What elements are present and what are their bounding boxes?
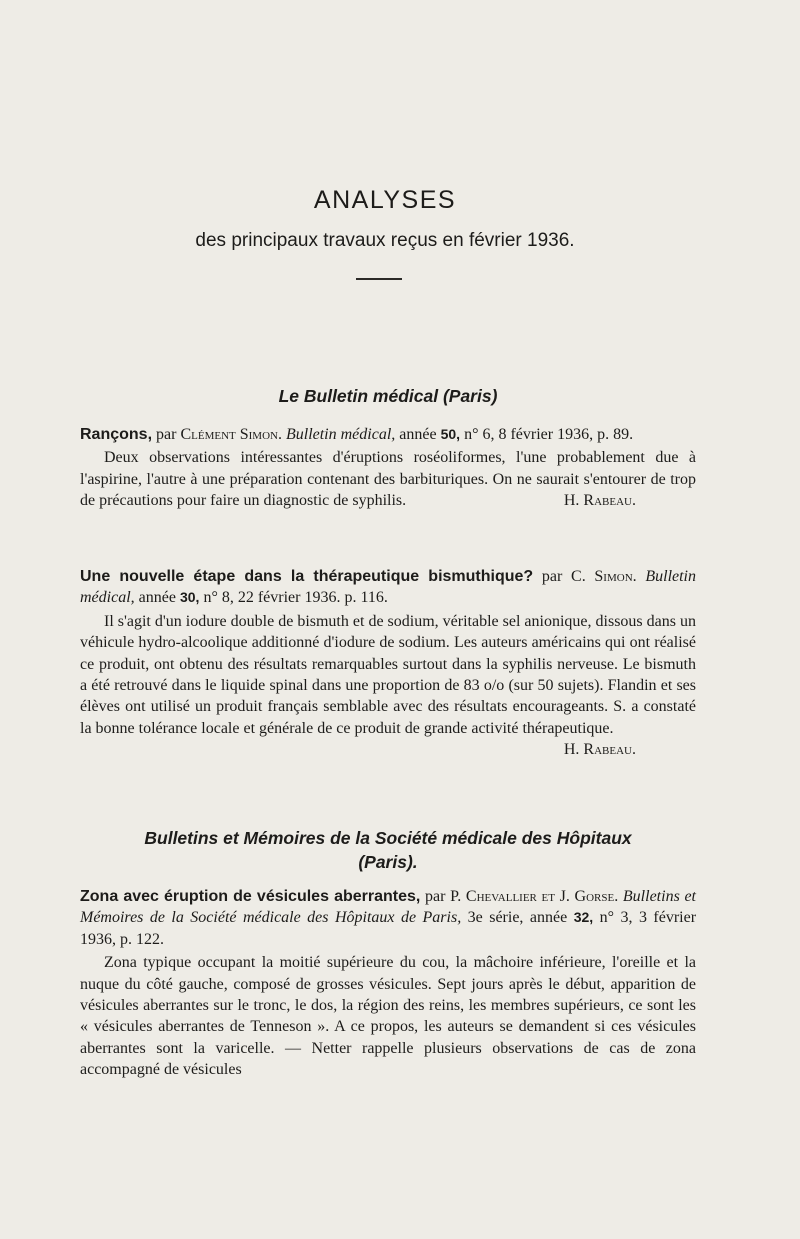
article-bismuth (80, 566, 696, 761)
num-value: 3, (620, 909, 633, 927)
article-authors: C. Simon. (571, 568, 637, 585)
article-title: Zona avec éruption de vésicules aberrantes, (80, 888, 421, 905)
num-label: n° (203, 589, 218, 607)
article-authors: Clément Simon. (180, 426, 282, 443)
page-subtitle: des principaux travaux reçus en février 1936. (195, 230, 575, 251)
article-title: Rançons, (80, 426, 153, 443)
num-value: 8, (221, 589, 234, 607)
article-body-text: Il s'agit d'un iodure double de bismuth et de sodium, véritable sel anionique, dissous dans un véhicule hydro-alcoolique additionné d'iodure de sodium. Les auteurs américains qui ont réalisé ce produit, ont obtenu des résultats remarquables surtout dans la syphilis nerveuse. Le bismuth a été retrouvé dans le liquide spinal dans une proportion de 83 o/o (sur 50 sujets). Flandin et ses élèves ont utilisé un produit français semblable avec des résultats encourageants. S. a constaté la bonne tolérance locale et générale de ce produit de grande activité thérapeutique. (80, 612, 696, 737)
by-label: par (541, 568, 563, 585)
article-body (80, 611, 696, 759)
by-label: par (425, 888, 446, 905)
title-divider (356, 278, 402, 280)
article-rancons (80, 424, 696, 512)
annee-value: 50, (440, 426, 461, 442)
num-label: n° (599, 909, 615, 927)
article-citation (80, 886, 696, 950)
journal-heading-line: (Paris). (358, 852, 418, 872)
article-body (80, 952, 696, 1080)
article-date: 8 février 1936, p. 89. (498, 426, 634, 443)
article-journal: Bulletin médical, (285, 426, 396, 443)
annee-label: année (399, 426, 437, 443)
article-citation (80, 424, 696, 445)
journal-heading-bulletin-medical: Le Bulletin médical (Paris) (278, 386, 498, 406)
page-title: ANALYSES (313, 186, 457, 214)
journal-heading-line: Bulletins et Mémoires de la Société médicale des Hôpitaux (144, 828, 632, 848)
annee-value: 30, (179, 589, 200, 606)
article-body-text: Deux observations intéressantes d'éruptions roséoliformes, l'une probablement due à l'aspirine, l'autre à une préparation contenant des barbituriques. On ne saurait s'entourer de trop de précautions pour faire un diagnostic de syphilis. (80, 449, 696, 510)
article-body (80, 447, 696, 511)
annee-value: 32, (573, 909, 594, 926)
article-title: Une nouvelle étape dans la thérapeutique bismuthique? (80, 568, 534, 585)
num-value: 6, (482, 426, 495, 443)
article-zona (80, 886, 696, 1081)
by-label: par (156, 426, 177, 443)
annee-label: année (138, 589, 176, 607)
article-body-text: Zona typique occupant la moitié supérieure du cou, la mâchoire inférieure, l'oreille et la nuque du côté gauche, composé de grosses vésicules. Sept jours après le début, apparition de vésicules aberrantes sur le tronc, le dos, la région des reins, les membres supérieurs, ce sont les « vésicules aberrantes de Tenneson ». A ce propos, les auteurs se demandent si ces vésicules aberrantes sont la varicelle. — Netter rappelle plusieurs observations de cas de zona accompagné de vésicules (80, 954, 696, 1079)
article-journal: Bulletins et Mémoires de la Société médicale des Hôpitaux de Paris, (80, 888, 697, 927)
article-date: 3 février 1936, p. 122. (80, 909, 697, 948)
article-authors: P. Chevallier et J. Gorse. (450, 888, 619, 905)
article-signature: H. Rabeau. (563, 492, 636, 510)
article-date: 22 février 1936. p. 116. (237, 589, 388, 607)
article-signature: H. Rabeau. (563, 741, 636, 759)
num-label: n° (464, 426, 479, 443)
article-serie: 3e série, (467, 909, 524, 927)
article-citation (80, 566, 696, 609)
journal-heading-societe-medicale (80, 826, 696, 874)
article-journal: Bulletin médical, (80, 568, 696, 607)
annee-label: année (529, 909, 568, 927)
